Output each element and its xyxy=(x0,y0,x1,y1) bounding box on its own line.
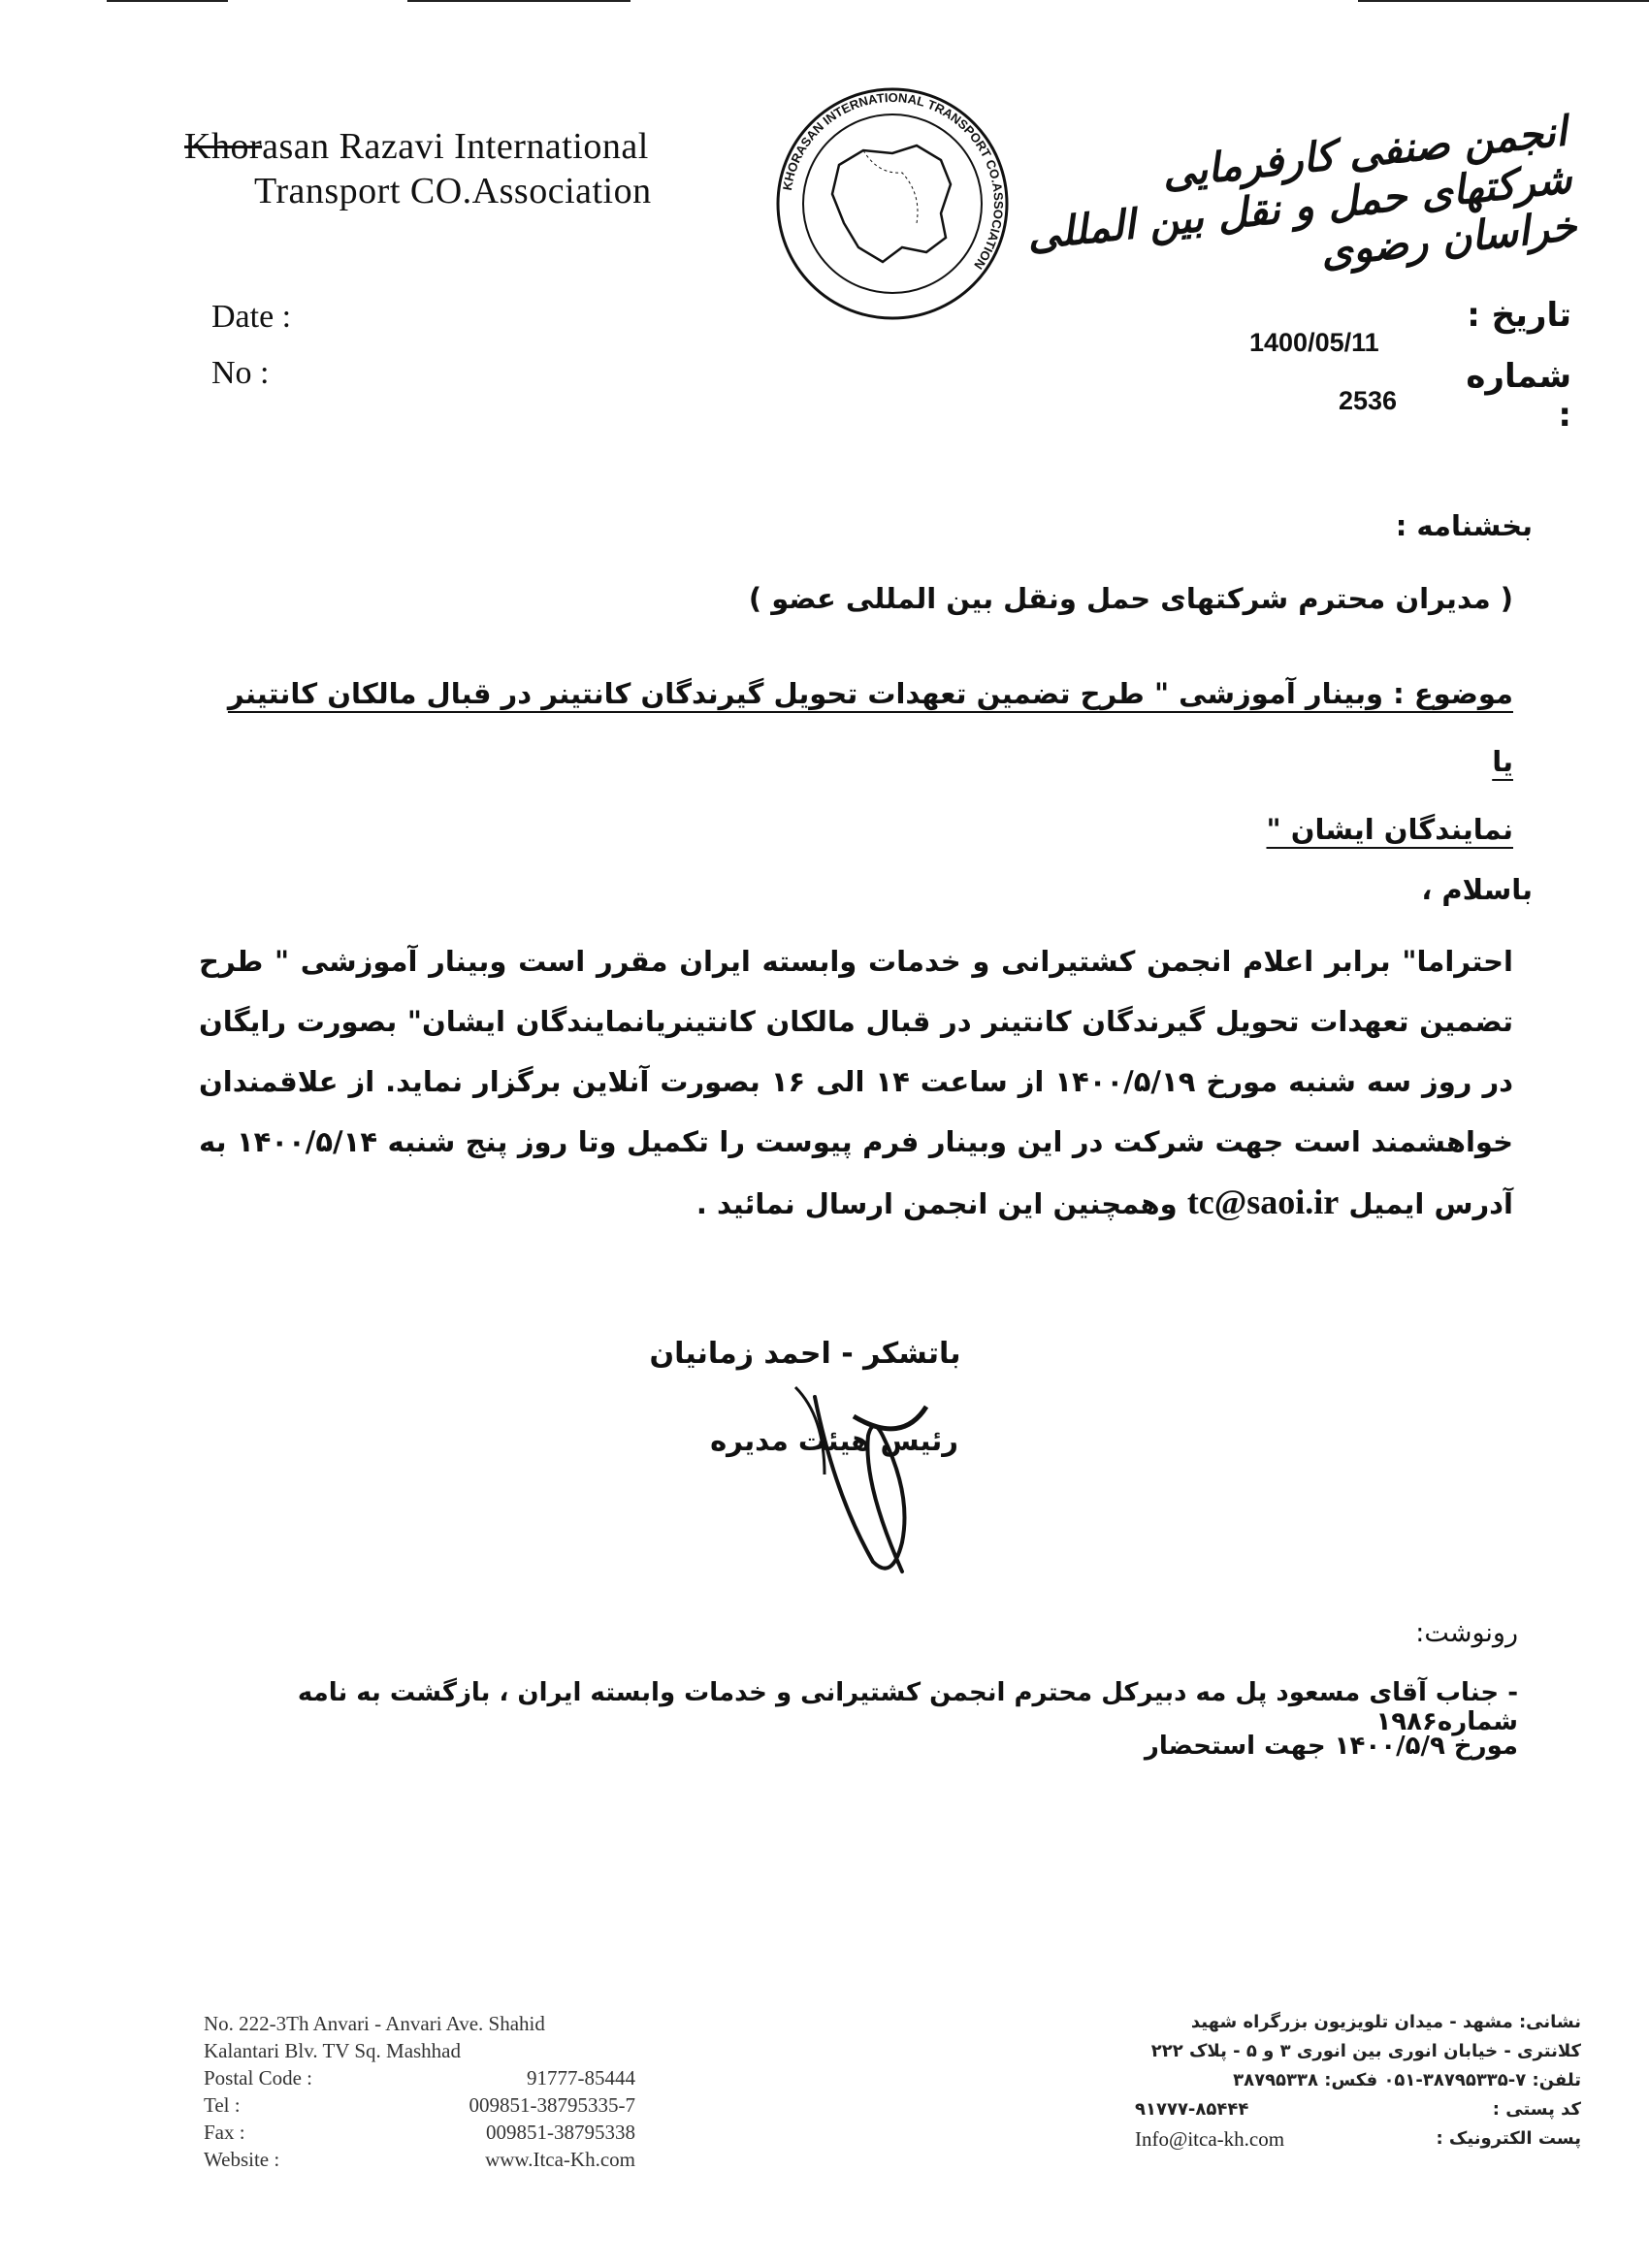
tel-label: Tel : xyxy=(204,2093,241,2117)
footer-postal-row xyxy=(204,2064,635,2091)
top-edge-line-2 xyxy=(407,0,630,2)
subject-line1: موضوع : وبینار آموزشی " طرح تضمین تعهدات تحویل گیرندگان کانتینر در قبال مالکان کانتینر یا xyxy=(227,677,1513,778)
footer-address-line2: Kalantari Blv. TV Sq. Mashhad xyxy=(204,2039,462,2062)
signature xyxy=(757,1377,989,1591)
english-org-name xyxy=(184,124,652,213)
letter-number-value: 2536 xyxy=(1339,386,1398,415)
footer-address-line1: No. 222-3Th Anvari - Anvari Ave. Shahid xyxy=(204,2012,545,2035)
footer-persian-contact xyxy=(1135,2008,1581,2154)
struck-text: Khor xyxy=(184,126,263,167)
postal-label: Postal Code : xyxy=(204,2066,313,2090)
body-part2: وهمچنین این انجمن ارسال نمائید . xyxy=(695,1187,1178,1220)
footer-website-row xyxy=(204,2146,635,2173)
seal-text: KHORASAN INTERNATIONAL TRANSPORT CO.ASSOCIATION xyxy=(779,89,1007,273)
footer-fax-row xyxy=(204,2119,635,2146)
date-value: 1400/05/11 xyxy=(1249,328,1379,357)
footer-english-contact xyxy=(204,2010,635,2173)
fax-value: 009851-38795338 xyxy=(486,2121,635,2144)
fax-label: Fax : xyxy=(204,2121,245,2144)
closing: باتشکر - احمد زمانیان xyxy=(649,1337,961,1371)
persian-org-name: انجمن صنفی کارفرمایی شرکتهای حمل و نقل بین المللی خراسان رضوی xyxy=(1024,107,1579,276)
cc-label: رونوشت: xyxy=(1415,1618,1518,1648)
subject-line2: نمایندگان ایشان " xyxy=(1266,813,1513,846)
signer-title: رئیس هیئت مدیره xyxy=(710,1424,958,1457)
letter-body xyxy=(199,931,1513,1234)
postal-value: 91777-85444 xyxy=(527,2066,635,2090)
footer-fa-postal-row xyxy=(1135,2095,1581,2124)
letter-type: بخشنامه : xyxy=(1395,509,1533,542)
footer-fa-address-line2: کلانتری - خیابان انوری بین انوری ۳ و ۵ - پلاک ۲۲۲ xyxy=(1150,2041,1581,2061)
website-label: Website : xyxy=(204,2148,280,2171)
postal-fa-value: ۹۱۷۷۷-۸۵۴۴۴ xyxy=(1135,2099,1249,2120)
no-label-fa: شماره : xyxy=(1466,357,1571,435)
body-part1: احتراما" برابر اعلام انجمن کشتیرانی و خدمات وابسته ایران مقرر است وبینار آموزشی " طرح تضمین تعهدات تحویل گیرندگان کانتینر در قبال مالکان کانتینریانمایندگان ایشان" بصورت رایگان در روز سه شنبه مورخ ۱۴۰۰/۵/۱۹ از ساعت ۱۴ الی ۱۶ بصورت آنلاین برگزار نماید. از علاقمندان خواهشمند است جهت شرکت در این وبینار فرم پیوست را تکمیل وتا روز پنج شنبه ۱۴۰۰/۵/۱۴ به آدرس ایمیل xyxy=(199,945,1514,1220)
footer-tel-row xyxy=(204,2091,635,2119)
no-label-en: No : xyxy=(211,355,270,391)
english-org-name-line1-rest: asan Razavi International xyxy=(262,126,649,167)
english-org-name-line2: Transport CO.Association xyxy=(254,171,652,211)
postal-fa-label: کد پستی : xyxy=(1492,2099,1581,2120)
top-edge-line-3 xyxy=(1358,0,1649,2)
footer-fa-address-line1: نشانی: مشهد - میدان تلویزیون بزرگراه شهید xyxy=(1190,2012,1581,2032)
cc-line2: مورخ ۱۴۰۰/۵/۹ جهت استحضار xyxy=(1144,1732,1518,1761)
association-seal-logo xyxy=(747,58,1038,349)
date-label-en: Date : xyxy=(211,299,292,335)
contact-email: tc@saoi.ir xyxy=(1186,1183,1340,1221)
recipients: ( مدیران محترم شرکتهای حمل ونقل بین المللی عضو ) xyxy=(748,582,1513,615)
footer-fa-email-row xyxy=(1135,2124,1581,2154)
subject xyxy=(199,660,1513,863)
website-value: www.Itca-Kh.com xyxy=(485,2148,635,2171)
top-edge-line-1 xyxy=(107,0,228,2)
english-org-name-line1 xyxy=(184,124,652,169)
tel-value: 009851-38795335-7 xyxy=(469,2093,635,2117)
email-fa-value: Info@itca-kh.com xyxy=(1135,2127,1285,2151)
greeting: باسلام ، xyxy=(1421,873,1533,906)
footer-fa-phone: تلفن: ۷-۳۸۷۹۵۳۳۵-۰۵۱ فکس: ۳۸۷۹۵۳۳۸ xyxy=(1233,2070,1581,2090)
email-fa-label: پست الکترونیک : xyxy=(1436,2128,1581,2149)
cc-line1: - جناب آقای مسعود پل مه دبیرکل محترم انجمن کشتیرانی و خدمات وابسته ایران ، بازگشت به نامه شماره۱۹۸۶ xyxy=(297,1678,1518,1736)
date-label-fa: تاریخ : xyxy=(1467,296,1571,335)
